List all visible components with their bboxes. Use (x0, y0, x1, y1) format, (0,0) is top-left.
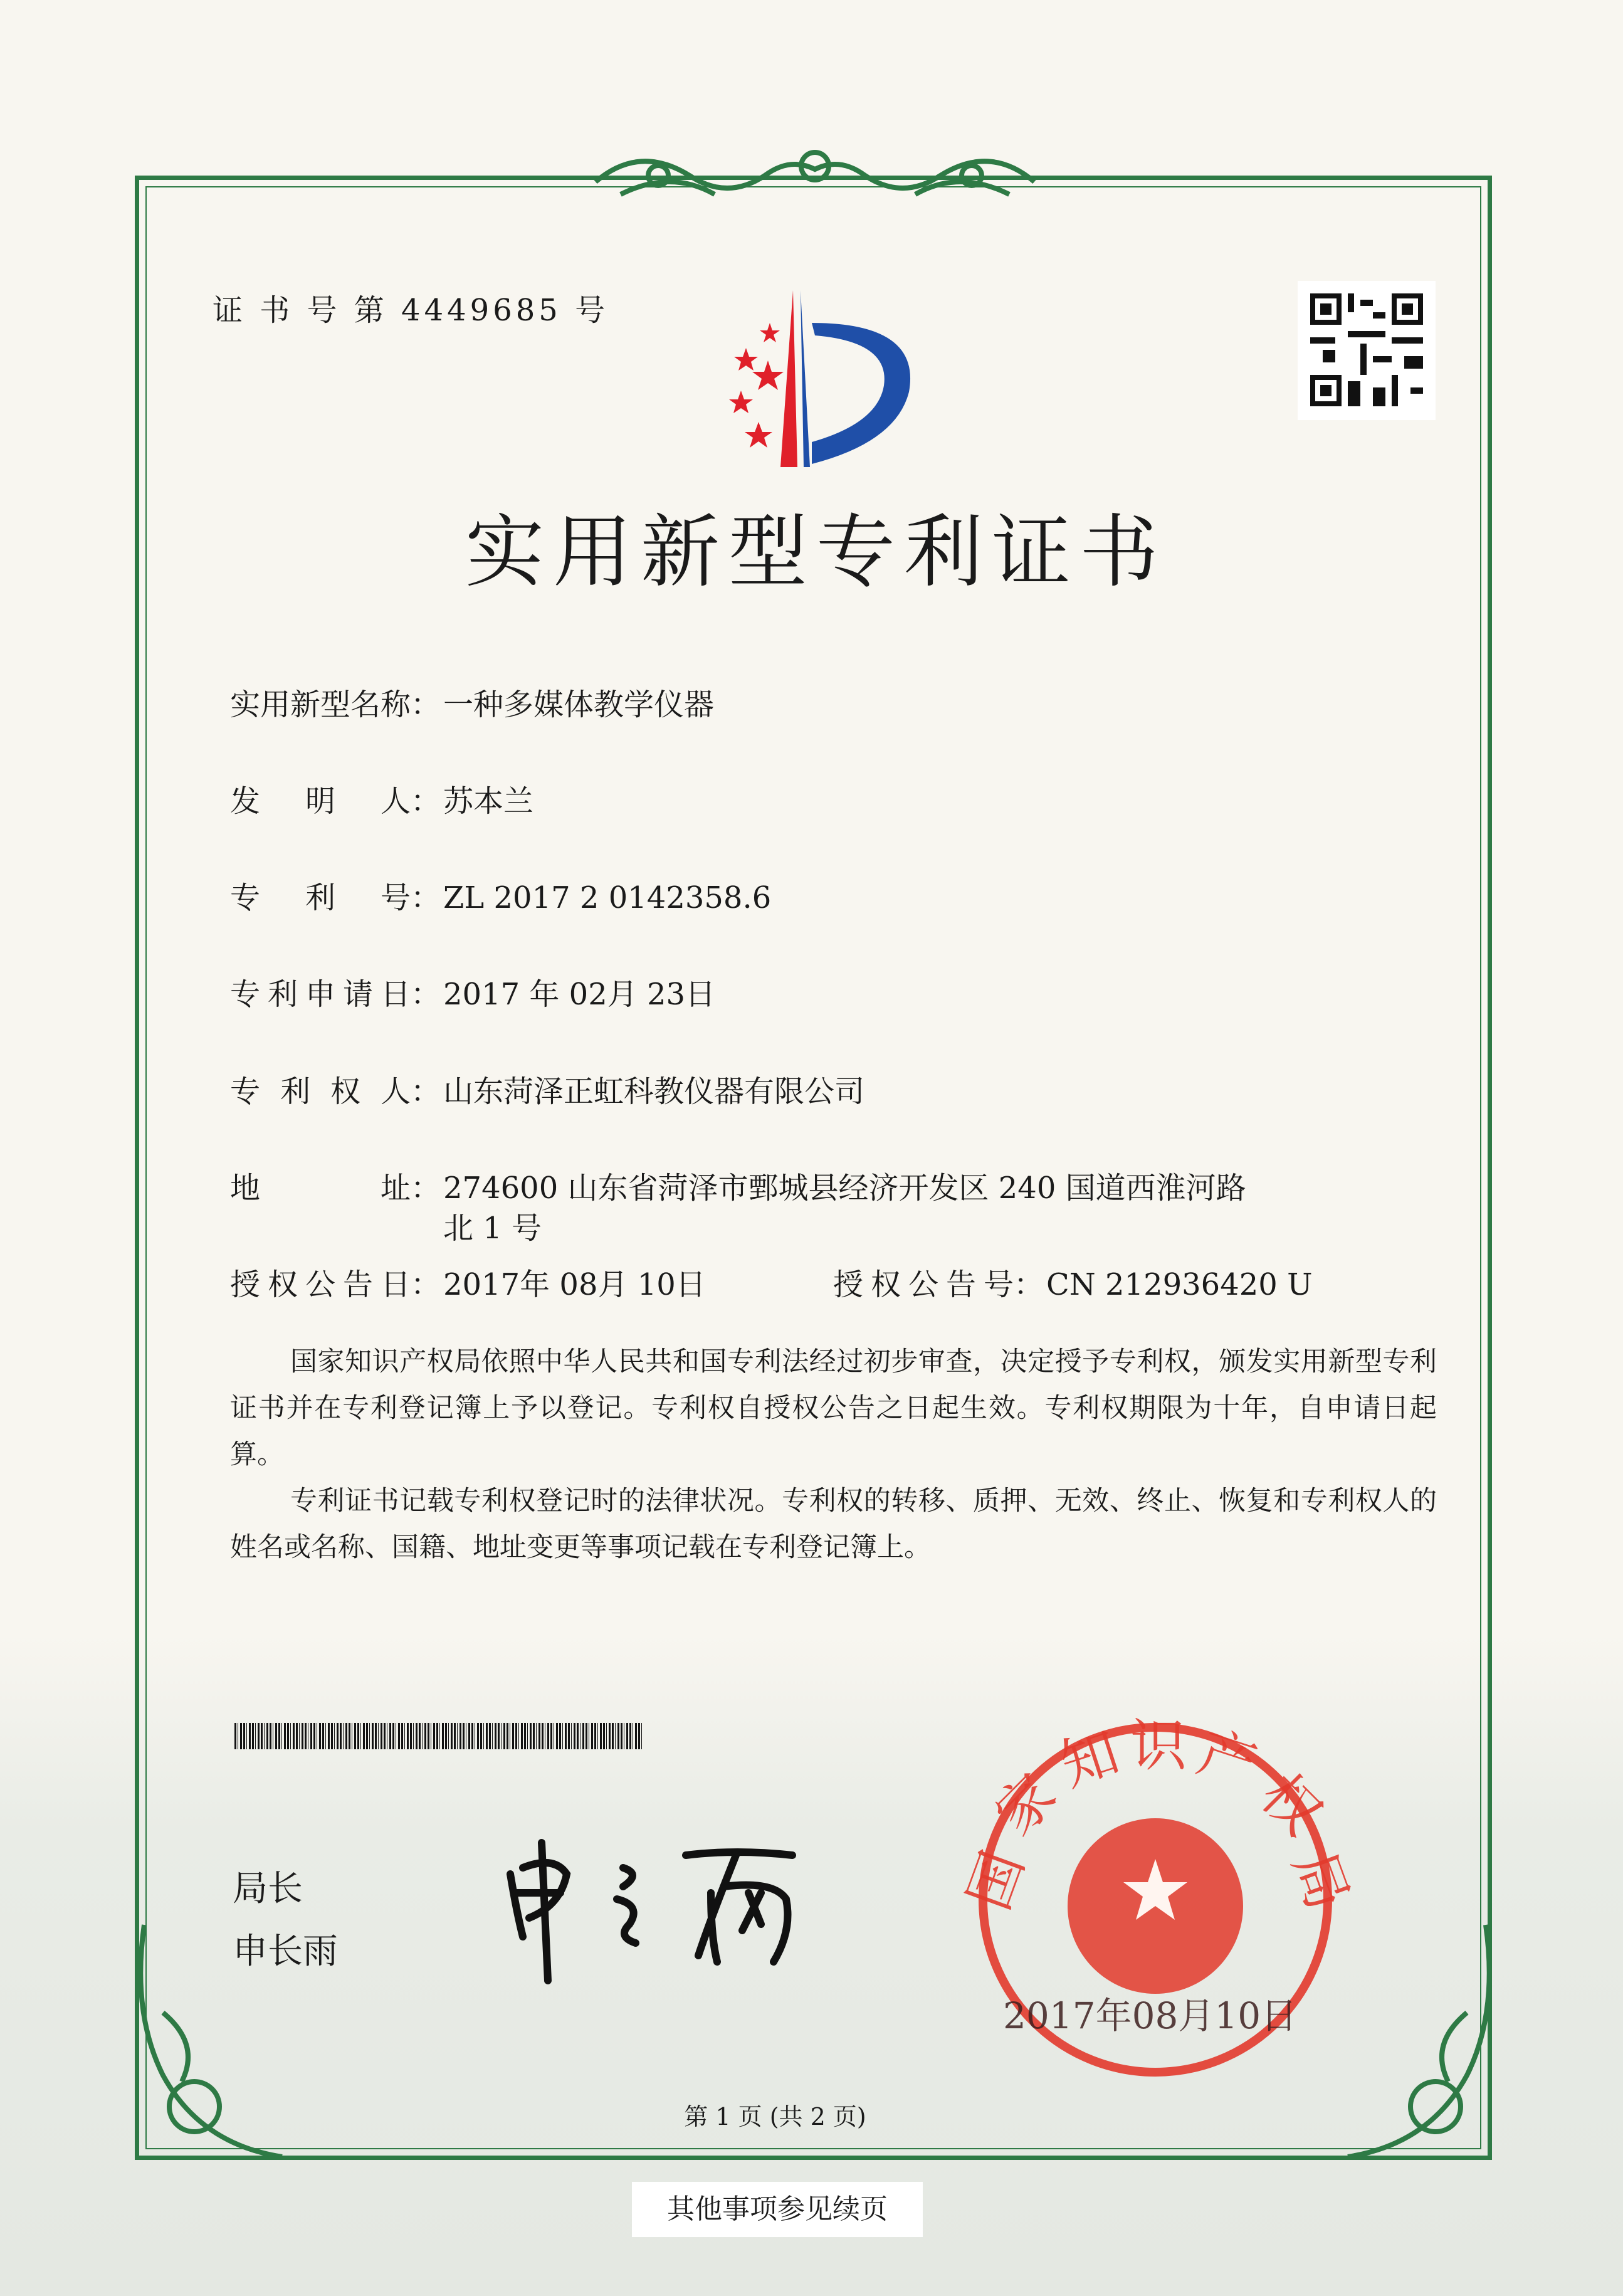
colon: ： (411, 687, 441, 722)
field-grant-date (230, 1265, 706, 1305)
field-value: 274600 山东省菏泽市鄄城县经济开发区 240 国道西淮河路 (443, 1171, 1246, 1206)
field-value: CN 212936420 U (1046, 1267, 1313, 1302)
paragraph: 专利证书记载专利权登记时的法律状况。专利权的转移、质押、无效、终止、恢复和专利权人的姓名或名称、国籍、地址变更等事项记载在专利登记簿上。 (230, 1485, 1437, 1563)
field-label: 专 利 号 (230, 880, 411, 915)
director-title: 局长 (233, 1868, 303, 1909)
certificate-title: 实用新型专利证书 (465, 506, 1167, 598)
certificate-statement (230, 1339, 1437, 1571)
qr-code-icon (1298, 281, 1436, 420)
field-label: 授权公告日 (230, 1267, 411, 1302)
field-patentee (230, 1072, 864, 1112)
colon: ： (411, 1074, 441, 1109)
svg-text:局: 局 (1279, 1843, 1362, 1919)
field-application-date (230, 974, 715, 1014)
page-indicator: 第 1 页 (共 2 页) (684, 2103, 866, 2130)
colon: ： (411, 1171, 441, 1206)
colon: ： (411, 784, 441, 819)
colon: ： (411, 1267, 441, 1302)
colon: ： (411, 977, 441, 1012)
field-value: 2017 年 02月 23日 (443, 977, 716, 1012)
qr-code[interactable] (1298, 281, 1436, 420)
field-label: 专 利 权 人 (230, 1074, 411, 1109)
certificate-number: 证 书 号 第 4449685 号 (213, 293, 609, 328)
bottom-right-ornament-icon (1342, 1919, 1505, 2169)
director-name: 申长雨 (233, 1931, 338, 1972)
svg-text:知: 知 (1053, 1719, 1127, 1799)
field-value: ZL 2017 2 0142358.6 (443, 880, 772, 915)
field-value-line2: 北 1 号 (443, 1211, 542, 1246)
field-publication-number (833, 1265, 1313, 1305)
svg-text:家: 家 (982, 1761, 1069, 1848)
svg-text:产: 产 (1190, 1719, 1264, 1799)
field-label: 实用新型名称 (230, 687, 411, 722)
svg-text:权: 权 (1247, 1761, 1335, 1848)
svg-text:识: 识 (1130, 1713, 1187, 1779)
cnipa-logo-icon (696, 285, 934, 473)
field-label: 地 址 (230, 1171, 411, 1206)
field-value: 苏本兰 (443, 784, 534, 819)
seal-date: 2017年08月10日 (1003, 1994, 1298, 2037)
field-value: 一种多媒体教学仪器 (443, 687, 715, 722)
colon: ： (1014, 1267, 1044, 1302)
director-signature (498, 1830, 836, 1987)
field-address (230, 1168, 1246, 1246)
field-utility-model-name (230, 685, 714, 725)
field-patent-number (230, 878, 771, 918)
continuation-note: 其他事项参见续页 (632, 2182, 923, 2237)
field-value: 山东菏泽正虹科教仪器有限公司 (443, 1074, 865, 1109)
top-ornament-icon (583, 138, 1047, 219)
paragraph: 国家知识产权局依照中华人民共和国专利法经过初步审查，决定授予专利权，颁发实用新型专利证书并在专利登记簿上予以登记。专利权自授权公告之日起生效。专利权期限为十年，自申请日起算。 (230, 1346, 1437, 1470)
field-label: 专利申请日 (230, 977, 411, 1012)
colon: ： (411, 880, 441, 915)
field-label: 发 明 人 (230, 784, 411, 819)
field-value: 2017年 08月 10日 (443, 1267, 706, 1302)
field-inventor (230, 781, 533, 821)
barcode (234, 1723, 644, 1749)
field-label: 授权公告号 (833, 1267, 1014, 1302)
svg-text:国: 国 (955, 1843, 1037, 1919)
